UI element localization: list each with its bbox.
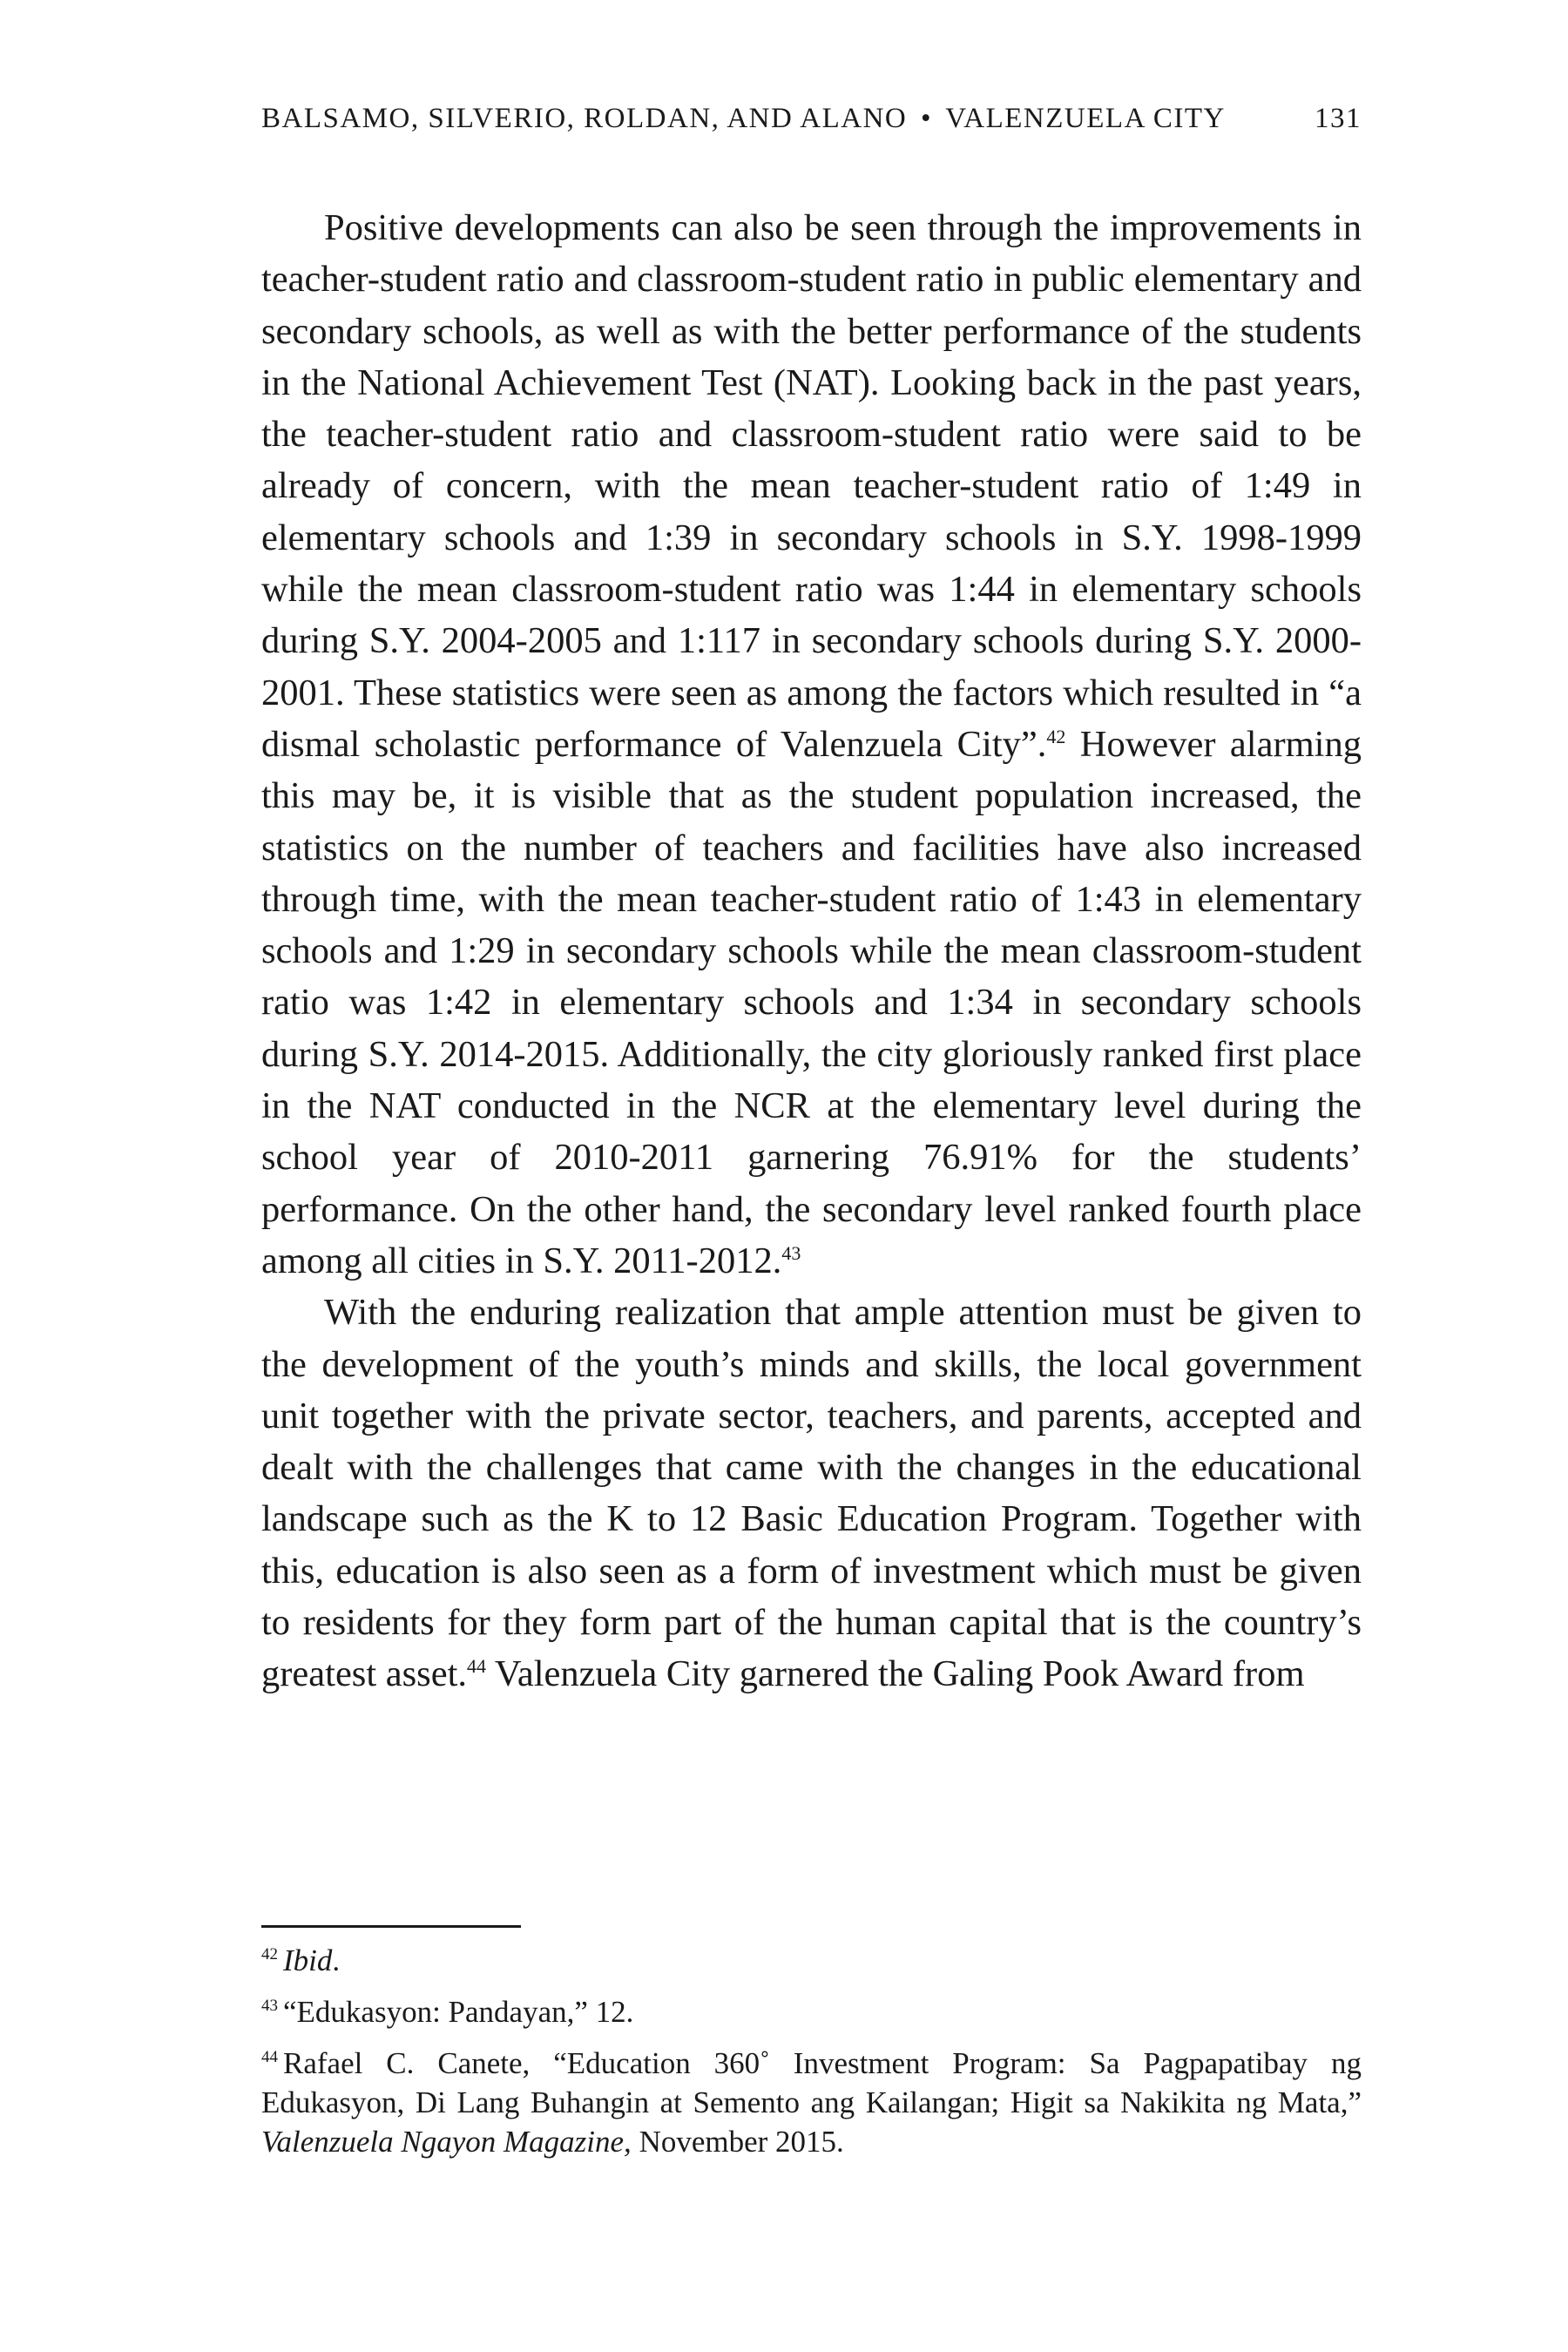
footnote-number: 43 (261, 1997, 278, 2016)
footnote-text-end: November 2015. (631, 2125, 844, 2159)
footnote-number: 44 (261, 2048, 278, 2067)
paragraph-2-text-b: Valenzuela City garnered the Galing Pook Award from (486, 1653, 1305, 1695)
footnote-divider (261, 1925, 521, 1928)
footnote-text: Rafael C. Canete, “Education 360˚ Investment Program: Sa Pagpapatibay ng Edukasyon, Di Lang Buhangin at Semento ang Kailangan; Higit sa Nakikita ng Mata,” (261, 2046, 1362, 2119)
header-authors: BALSAMO, SILVERIO, ROLDAN, AND ALANO (261, 103, 908, 134)
footnote-43 (261, 1992, 1362, 2031)
footnote-ref-44: 44 (467, 1655, 487, 1678)
header-short-title: VALENZUELA CITY (945, 103, 1226, 134)
header-title (261, 103, 1226, 135)
footnotes (261, 1941, 1362, 2173)
paragraph-1 (261, 202, 1362, 1287)
paragraph-1-text-b: However alarming this may be, it is visible that as the student population increased, the statistics on the number of teachers and facilities have also increased through time, with the mean teacher-student ratio of 1:43 in elementary schools and 1:29 in secondary schools while the mean classroom-student ratio was 1:42 in elementary schools and 1:34 in secondary schools during S.Y. 2014-2015. Additionally, the city gloriously ranked first place in the NAT conducted in the NCR at the elementary level during the school year of 2010-2011 garnering 76.91% for the students’ performance. On the other hand, the secondary level ranked fourth place among all cities in S.Y. 2011-2012. (261, 723, 1362, 1281)
body-text (261, 202, 1362, 1700)
footnote-ref-43: 43 (781, 1241, 801, 1264)
footnote-text: . (332, 1943, 341, 1977)
footnote-text: “Edukasyon: Pandayan,” 12. (283, 1995, 634, 2029)
running-header (261, 103, 1362, 135)
header-separator: • (920, 103, 933, 134)
paragraph-2 (261, 1287, 1362, 1700)
footnote-42 (261, 1941, 1362, 1980)
footnote-source-title: Valenzuela Ngayon Magazine, (261, 2125, 632, 2159)
footnote-44 (261, 2044, 1362, 2161)
paragraph-1-text-a: Positive developments can also be seen through the improvements in teacher-student ratio and classroom-student ratio in public elementary and secondary schools, as well as with the better performance of the students in the National Achievement Test (NAT). Looking back in the past years, the teacher-student ratio and classroom-student ratio were said to be already of concern, with the mean teacher-student ratio of 1:49 in elementary schools and 1:39 in secondary schools in S.Y. 1998-1999 while the mean classroom-student ratio was 1:44 in elementary schools during S.Y. 2004-2005 and 1:117 in secondary schools during S.Y. 2000-2001. These statistics were seen as among the factors which resulted in “a dismal scholastic performance of Valenzuela City”. (261, 207, 1362, 765)
footnote-text-italic: Ibid (283, 1943, 333, 1977)
paragraph-2-text-a: With the enduring realization that ample attention must be given to the development of the youth’s minds and skills, the local government unit together with the private sector, teachers, and parents, accepted and dealt with the challenges that came with the changes in the educational landscape such as the K to 12 Basic Education Program. Together with this, education is also seen as a form of investment which must be given to residents for they form part of the human capital that is the country’s greatest asset. (261, 1292, 1362, 1695)
page-number: 131 (1315, 103, 1362, 134)
footnote-ref-42: 42 (1046, 725, 1066, 747)
footnote-number: 42 (261, 1945, 278, 1964)
